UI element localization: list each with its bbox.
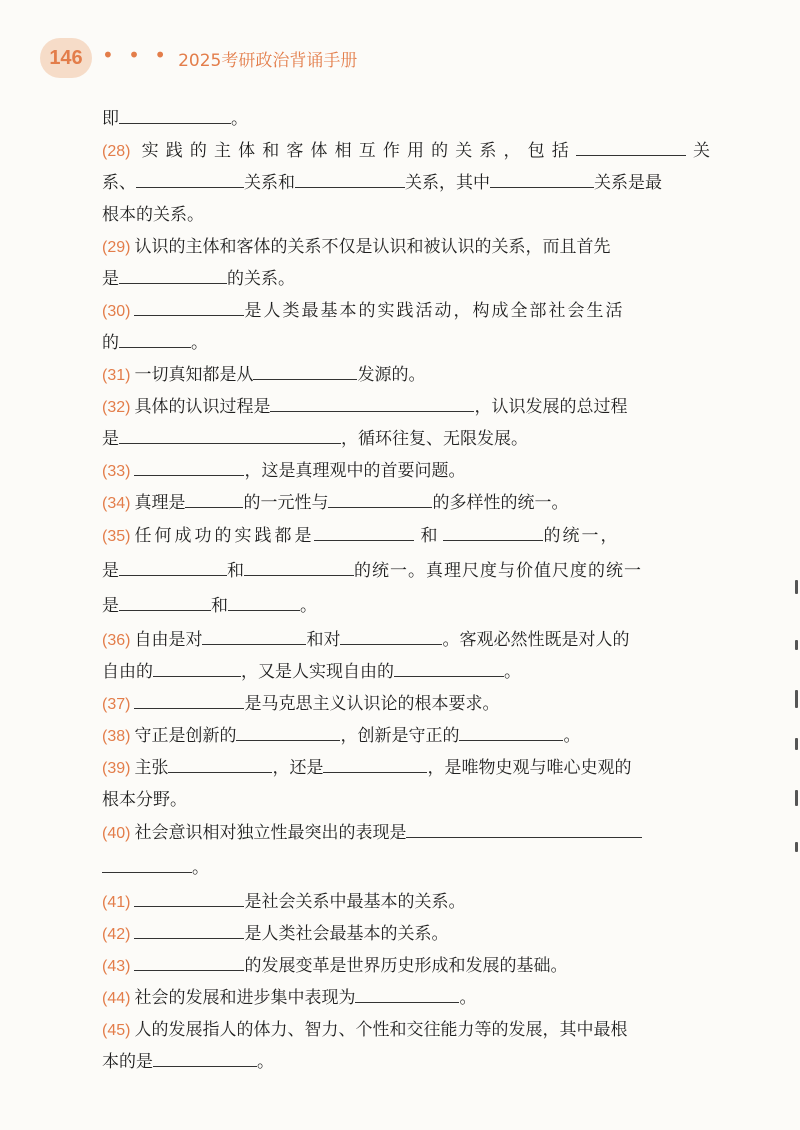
- question-list: [102, 103, 710, 1078]
- question-item-27-continuation: 即 。: [102, 103, 710, 135]
- page-header: [40, 38, 357, 78]
- question-number: (42): [102, 926, 131, 943]
- question-item-40: (40) 社会意识相对独立性最突出的表现是: [102, 816, 710, 851]
- question-item-43: (43) 的发展变革是世界历史形成和发展的基础。: [102, 950, 710, 982]
- question-item-39: (39) 主张 ，还是 ，是唯物史观与唯心史观的: [102, 752, 710, 784]
- fill-blank[interactable]: [576, 136, 686, 156]
- question-item-39-line2: 根本分野。: [102, 790, 187, 810]
- question-number: (41): [102, 894, 131, 911]
- question-item-32: (32) 具体的认识过程是 ，认识发展的总过程: [102, 391, 710, 423]
- fill-blank[interactable]: [355, 983, 459, 1003]
- question-item-30: (30) 是人类最基本的实践活动，构成全部社会生活: [102, 295, 710, 327]
- fill-blank[interactable]: [490, 168, 594, 188]
- fill-blank[interactable]: [185, 488, 243, 508]
- question-number: (29): [102, 239, 131, 256]
- question-item-37: (37) 是马克思主义认识论的根本要求。: [102, 688, 710, 720]
- question-number: (44): [102, 990, 131, 1007]
- question-number: (33): [102, 463, 131, 480]
- fill-blank[interactable]: [153, 657, 241, 677]
- fill-blank[interactable]: [134, 951, 244, 971]
- question-item-28-line3: 根本的关系。: [102, 205, 204, 225]
- question-item-28-line2: 系、 关系和 关系，其中 关系是最: [102, 167, 710, 199]
- fill-blank[interactable]: [136, 168, 244, 188]
- question-item-29-line2: 是 的关系。: [102, 263, 710, 295]
- question-number: (43): [102, 958, 131, 975]
- question-number: (39): [102, 760, 131, 777]
- question-number: (34): [102, 495, 131, 512]
- fill-blank[interactable]: [244, 556, 354, 576]
- question-item-42: (42) 是人类社会最基本的关系。: [102, 918, 710, 950]
- question-number: (30): [102, 303, 131, 320]
- question-item-35-line2: 是 和 的统一。真理尺度与价值尺度的统一: [102, 554, 710, 589]
- fill-blank[interactable]: [134, 456, 244, 476]
- fill-blank[interactable]: [119, 556, 227, 576]
- question-item-29: (29) 认识的主体和客体的关系不仅是认识和被认识的关系，而且首先: [102, 237, 611, 257]
- fill-blank[interactable]: [119, 264, 227, 284]
- fill-blank[interactable]: [459, 721, 563, 741]
- question-item-35-line3: 是 和 。: [102, 589, 710, 624]
- question-item-28: (28) 实践的主体和客体相互作用的关系，包括 关: [102, 135, 710, 167]
- fill-blank[interactable]: [394, 657, 504, 677]
- fill-blank[interactable]: [134, 296, 244, 316]
- question-number: (45): [102, 1022, 131, 1039]
- fill-blank[interactable]: [134, 689, 244, 709]
- question-item-38: (38) 守正是创新的 ，创新是守正的 。: [102, 720, 710, 752]
- fill-blank[interactable]: [168, 753, 272, 773]
- question-item-30-line2: 的 。: [102, 327, 710, 359]
- fill-blank[interactable]: [102, 853, 192, 873]
- question-number: (31): [102, 367, 131, 384]
- question-number: (32): [102, 399, 131, 416]
- question-item-40-line2: 。: [102, 851, 710, 886]
- question-number: (36): [102, 632, 131, 649]
- fill-blank[interactable]: [314, 521, 414, 541]
- question-number: (40): [102, 825, 131, 842]
- question-item-44: (44) 社会的发展和进步集中表现为 。: [102, 982, 710, 1014]
- question-item-31: (31) 一切真知都是从 发源的。: [102, 359, 710, 391]
- page-number-badge: 146: [40, 38, 92, 78]
- question-number: (28): [102, 143, 131, 160]
- question-item-36-line2: 自由的 ，又是人实现自由的 。: [102, 656, 710, 688]
- question-item-35: (35) 任何成功的实践都是 和 的统一，: [102, 519, 710, 554]
- fill-blank[interactable]: [295, 168, 405, 188]
- fill-blank[interactable]: [236, 721, 340, 741]
- question-item-36: (36) 自由是对 和对 。客观必然性既是对人的: [102, 624, 710, 656]
- fill-blank[interactable]: [134, 887, 244, 907]
- header-dots: • • •: [102, 43, 171, 67]
- fill-blank[interactable]: [340, 625, 442, 645]
- question-number: (38): [102, 728, 131, 745]
- fill-blank[interactable]: [119, 104, 231, 124]
- question-item-33: (33) ，这是真理观中的首要问题。: [102, 455, 710, 487]
- fill-blank[interactable]: [119, 591, 211, 611]
- fill-blank[interactable]: [119, 424, 341, 444]
- question-item-41: (41) 是社会关系中最基本的关系。: [102, 886, 710, 918]
- fill-blank[interactable]: [270, 392, 474, 412]
- fill-blank[interactable]: [323, 753, 427, 773]
- fill-blank[interactable]: [134, 919, 244, 939]
- book-title: 2025考研政治背诵手册: [178, 50, 358, 71]
- fill-blank[interactable]: [328, 488, 432, 508]
- fill-blank[interactable]: [443, 521, 543, 541]
- question-number: (37): [102, 696, 131, 713]
- fill-blank[interactable]: [119, 328, 191, 348]
- fill-blank[interactable]: [228, 591, 300, 611]
- question-item-34: (34) 真理是 的一元性与 的多样性的统一。: [102, 487, 710, 519]
- page-edge-shadow: [790, 0, 800, 1130]
- question-item-45: (45) 人的发展指人的体力、智力、个性和交往能力等的发展，其中最根: [102, 1020, 628, 1040]
- fill-blank[interactable]: [153, 1047, 257, 1067]
- fill-blank[interactable]: [406, 818, 642, 838]
- fill-blank[interactable]: [202, 625, 306, 645]
- question-item-32-line2: 是 ，循环往复、无限发展。: [102, 423, 710, 455]
- fill-blank[interactable]: [253, 360, 357, 380]
- question-item-45-line2: 本的是 。: [102, 1046, 710, 1078]
- question-number: (35): [102, 528, 131, 545]
